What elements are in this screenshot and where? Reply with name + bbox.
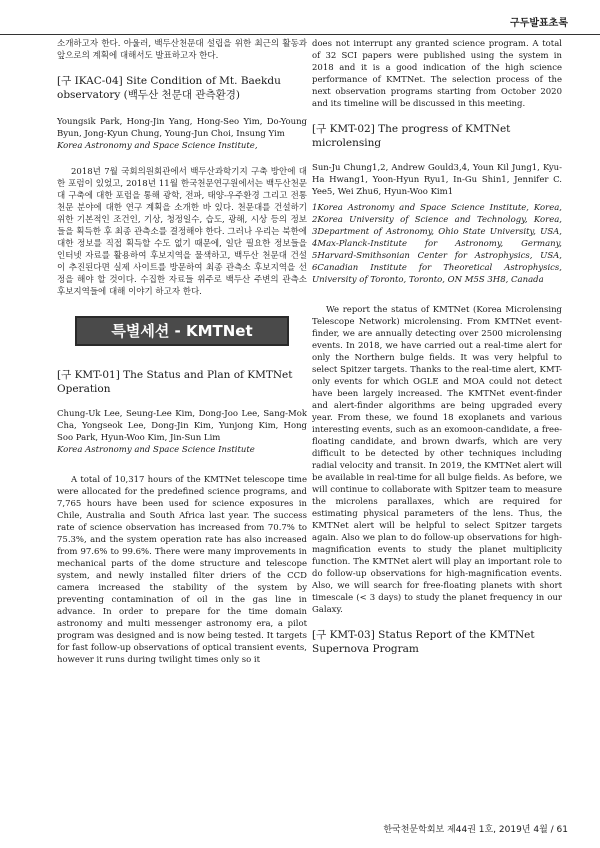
ikac04-body: 2018년 7월 국회의원회관에서 백두산과학기지 구축 방안에 대한 포럼이 있었고, 2018년 11월 한국천문연구원에서는 백두산천문대 구축에 대한 포럼을 통해 광학, 전파, 태양-우주환경 그리고 전통천문 분야에 대한 연구 계획을 소개한 바 있다. 천문대를 건설하기 위한 기본적인 조건인, 기상, 청정일수, 습도, 광해, 시상 등의 정보들을 획득한 후 최종 관측소를 결정해야 한다. 그러나 우리는 북한에 대한 정보를 직접 획득할 수도 없기 때문에, 일단 필요한 정보들을 인터넷 자료를 활용하여 후보지역을 물색하고, 백두산 천문대 건설이 추진된다면 실제 사이트를 방문하여 최종 관측소 후보지역을 선정을 해야 할 것이다. 수집한 자료들 위주로 백두산 주변의 관측소 후보지역들에 대해 이야기 하고자 한다. xyxy=(57,167,307,297)
ikac04-affiliation: Korea Astronomy and Space Science Institute, xyxy=(57,141,258,151)
ikac04-authors: Youngsik Park, Hong-Jin Yang, Hong-Seo Yim, Do-Young Byun, Jong-Kyun Chung, Young-Jun Choi, Insung Yim xyxy=(57,117,307,139)
left-column xyxy=(57,38,307,666)
intro-text: 소개하고자 한다. 아울러, 백두산천문대 설립을 위한 최근의 활동과 앞으로의 계획에 대해서도 발표하고자 한다. xyxy=(57,39,307,61)
kmt01-body-continued: does not interrupt any granted science program. A total of 32 SCI papers were published using the system in 2018 and it is a good indication of the high science performance of KMTNet. The selection process of the next observation programs starting from October 2020 and its timeline will be discussed in this meeting. xyxy=(312,39,562,109)
kmt03-title: [구 KMT-03] Status Report of the KMTNet Supernova Program xyxy=(312,629,535,655)
kmt01-title: [구 KMT-01] The Status and Plan of KMTNet Operation xyxy=(57,369,293,395)
kmt02-affiliation: 1Korea Astronomy and Space Science Institute, Korea, 2Korea University of Science and Technology, Korea, 3Department of Astronomy, Ohio State University, USA, 4Max-Planck-Institute for Astronomy, Germany, 5Harvard-Smithsonian Center for Astrophysics, USA, 6Canadian Institute for Theoretical Astrophysics, University of Toronto, Toronto, ON M5S 3H8, Canada xyxy=(312,203,562,285)
page-footer: 한국천문학회보 제44권 1호, 2019년 4월 / 61 xyxy=(383,825,568,835)
section-tag: 구두발표초록 xyxy=(510,18,568,29)
ikac04-title: [구 IKAC-04] Site Condition of Mt. Baekdu observatory (백두산 천문대 관측환경) xyxy=(57,75,281,101)
right-column xyxy=(312,38,562,656)
special-session-banner: 특별세션 - KMTNet xyxy=(75,316,289,346)
kmt01-affiliation: Korea Astronomy and Space Science Institute xyxy=(57,445,255,455)
header-rule xyxy=(0,34,600,35)
kmt02-body: We report the status of KMTNet (Korea Microlensing Telescope Network) microlensing. From KMTNet event-finder, we are annually detecting over 2500 microlensing events. In 2018, we have carried out a real-time alert for only the Northern bulge fields. It was very helpful to select Spitzer targets. Thanks to the real-time alert, KMT-only events for which OGLE and MOA could not detect have been largely increased. The KMTNet event-finder and alert-finder algorithms are being upgraded every year. From these, we found 18 exoplanets and various interesting events, such as an exomoon-candidate, a free-floating candidate, and brown dwarfs, which are very difficult to be detected by other techniques including radial velocity and transit. In 2019, the KMTNet alert will be available in real-time for all bulge fields. As before, we will continue to collaborate with Spitzer team to measure the microlens parallaxes, which are required for estimating physical parameters of the lens. Thus, the KMTNet alert will be helpful to select Spitzer targets again. Also we plan to do follow-up observations for high-magnification events to study the planet multiplicity function. The KMTNet alert will play an important role to do follow-up observations for high-magnification events. Also, we will search for free-floating planets with short timescale (< 3 days) to study the planet frequency in our Galaxy. xyxy=(312,305,562,615)
kmt02-authors: Sun-Ju Chung1,2, Andrew Gould3,4, Youn Kil Jung1, Kyu-Ha Hwang1, Yoon-Hyun Ryu1, In-Gu Shin1, Jennifer C. Yee5, Wei Zhu6, Hyun-Woo Kim1 xyxy=(312,163,562,197)
kmt01-body: A total of 10,317 hours of the KMTNet telescope time were allocated for the predefined science programs, and 7,765 hours have been used for science exposures in Chile, Australia and South Africa last year. The success rate of science observation has increased from 70.7% to 75.3%, and the system operation rate has also increased from 97.6% to 99.6%. There were many improvements in mechanical parts of the dome structure and telescope system, and newly installed filter driers of the CCD camera increased the stability of the system by preventing contamination of oil in the gas line in advance. In order to prepare for the time domain astronomy and multi messenger astronomy era, a pilot program was designed and is now being tested. It targets for fast follow-up observations of optical transient events, however it runs during twilight times only so it xyxy=(57,475,307,665)
kmt02-title: [구 KMT-02] The progress of KMTNet microlensing xyxy=(312,123,511,149)
kmt01-authors: Chung-Uk Lee, Seung-Lee Kim, Dong-Joo Lee, Sang-Mok Cha, Yongseok Lee, Dong-Jin Kim, Yunjong Kim, Hong Soo Park, Hyun-Woo Kim, Jin-Sun Lim xyxy=(57,409,307,443)
